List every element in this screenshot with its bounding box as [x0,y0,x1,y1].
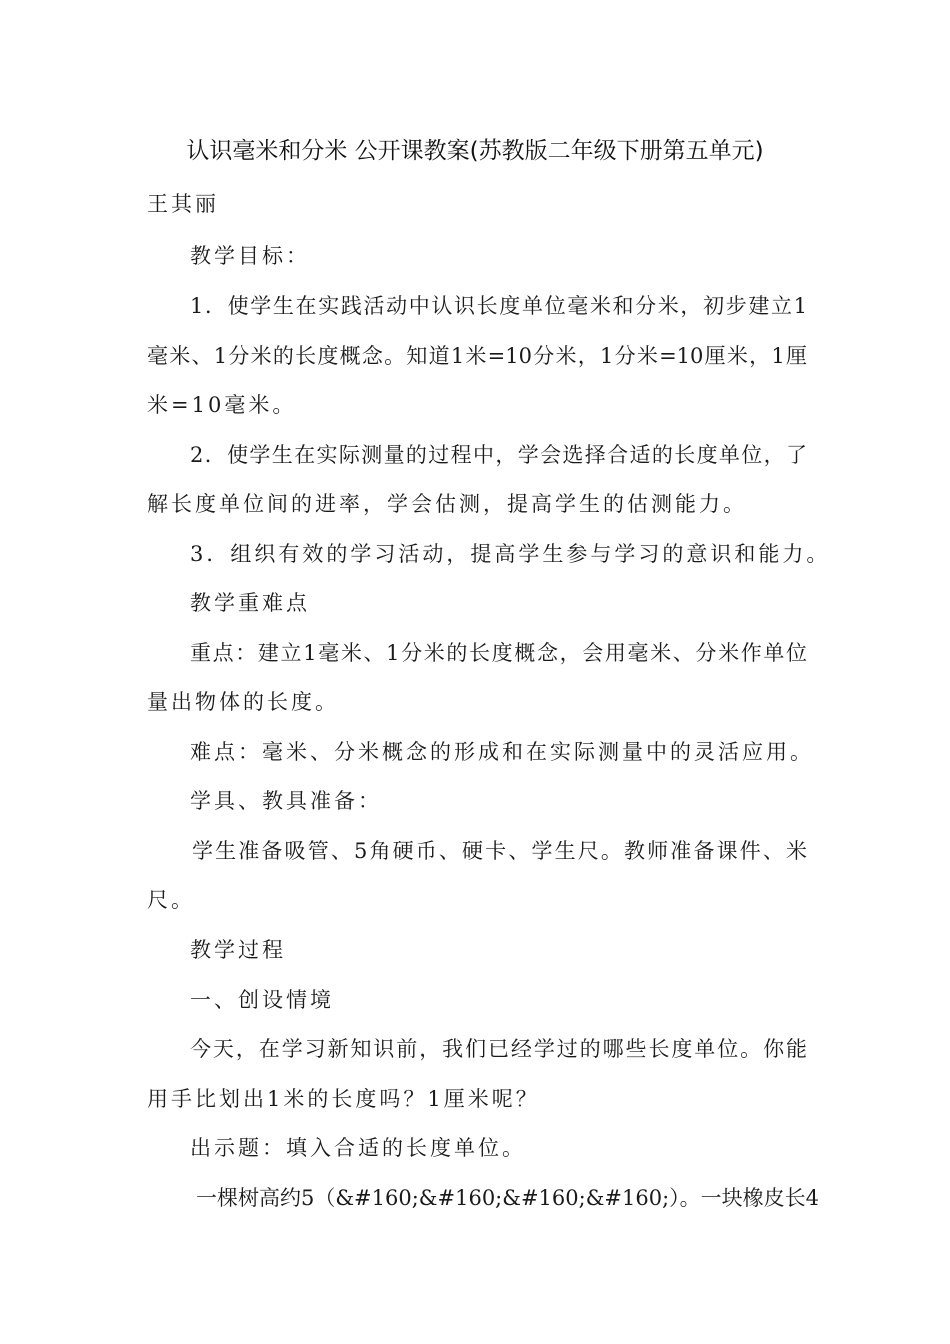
paragraph-line: 尺。 [147,888,195,912]
paragraph-line: 难点：毫米、分米概念的形成和在实际测量中的灵活应用。 [190,740,814,764]
paragraph-line: 出示题：填入合适的长度单位。 [190,1136,526,1160]
author-name: 王其丽 [147,192,219,216]
section-heading-scenario: 一、创设情境 [190,988,334,1012]
paragraph-line: 一棵树高约5（&#160;&#160;&#160;&#160;）。一块橡皮长4 [196,1186,820,1210]
paragraph-line: 2．使学生在实际测量的过程中，学会选择合适的长度单位，了 [190,443,807,467]
paragraph-line: 量出物体的长度。 [147,690,339,714]
paragraph-line: 用手比划出1米的长度吗？1厘米呢？ [147,1087,540,1111]
paragraph-line: 米=10毫米。 [147,393,297,417]
document-title: 认识毫米和分米 公开课教案(苏教版二年级下册第五单元) [186,138,764,164]
section-heading-objectives: 教学目标： [190,244,310,268]
section-heading-materials: 学具、教具准备： [190,789,382,813]
paragraph-line: 解长度单位间的进率，学会估测，提高学生的估测能力。 [147,492,747,516]
section-heading-process: 教学过程 [190,938,286,962]
paragraph-line: 1．使学生在实践活动中认识长度单位毫米和分米，初步建立1 [190,294,807,318]
paragraph-line: 学生准备吸管、5角硬币、硬卡、学生尺。教师准备课件、米 [192,839,807,863]
paragraph-line: 今天，在学习新知识前，我们已经学过的哪些长度单位。你能 [190,1037,807,1061]
paragraph-line: 重点：建立1毫米、1分米的长度概念，会用毫米、分米作单位 [190,641,807,665]
paragraph-line: 毫米、1分米的长度概念。知道1米=10分米，1分米=10厘米，1厘 [147,344,807,368]
section-heading-key-points: 教学重难点 [190,591,310,615]
paragraph-line: 3．组织有效的学习活动，提高学生参与学习的意识和能力。 [190,542,831,566]
